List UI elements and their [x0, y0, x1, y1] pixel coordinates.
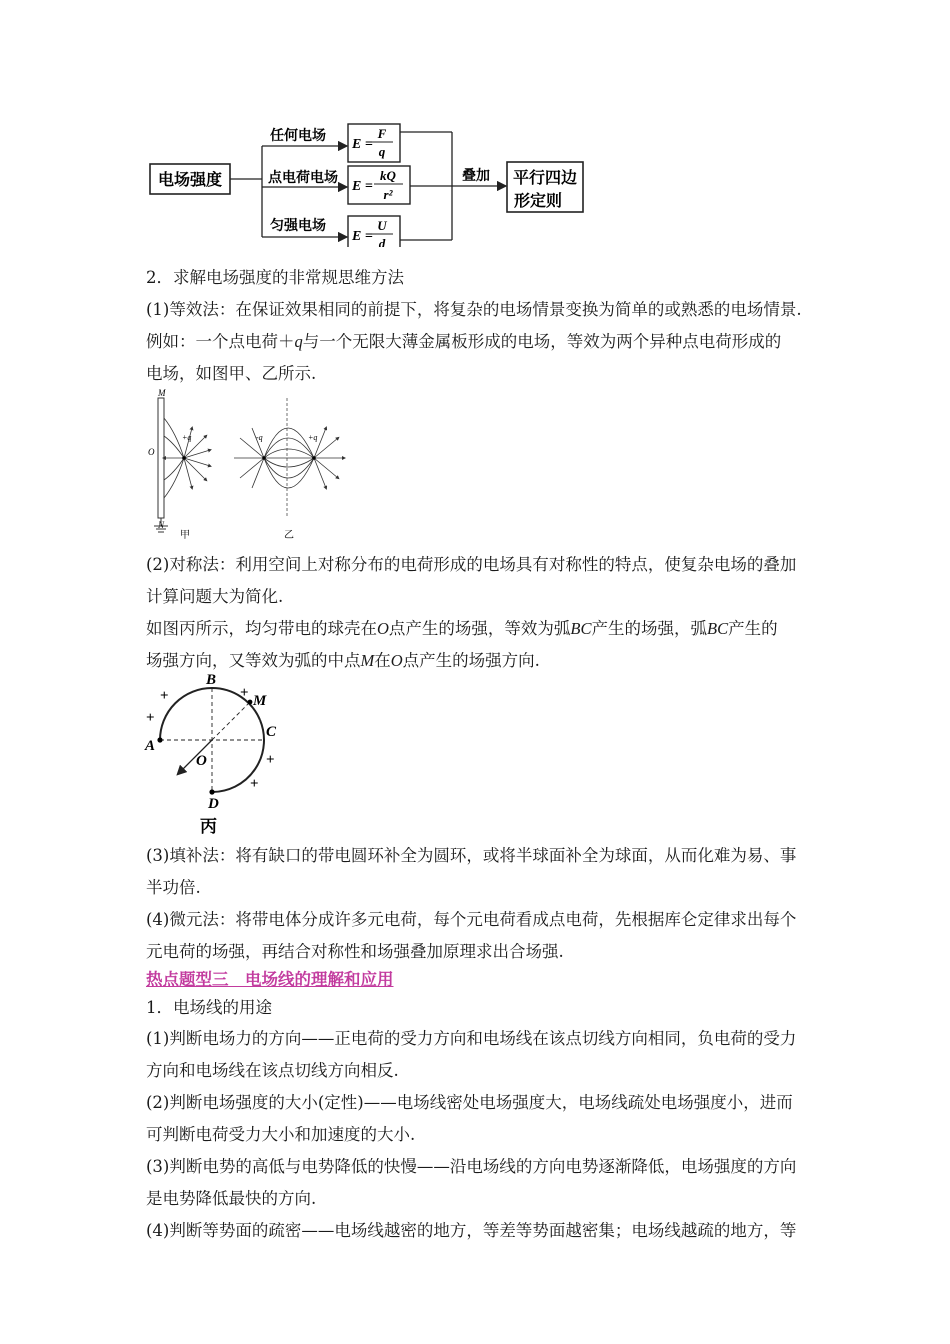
svg-text:q: q — [378, 144, 386, 159]
p2-line3: 如图丙所示，均匀带电的球壳在O点产生的场强，等效为弧BC产生的场强，弧BC产生的 — [146, 619, 778, 638]
svg-text:乙: 乙 — [284, 530, 294, 541]
svg-text:A: A — [145, 738, 156, 754]
svg-text:E =: E = — [352, 179, 373, 194]
svg-text:-q: -q — [256, 433, 263, 442]
svg-text:+q: +q — [308, 433, 318, 442]
q1-line1: (1)判断电场力的方向——正电荷的受力方向和电场线在该点切线方向相同，负电荷的受力 — [146, 1029, 797, 1048]
svg-text:+: + — [146, 710, 155, 726]
svg-text:F: F — [377, 126, 387, 141]
branch-label-any: 任何电场 — [270, 128, 326, 144]
section3-heading: 热点题型三 电场线的理解和应用 — [146, 970, 394, 989]
svg-text:D: D — [208, 796, 219, 812]
svg-text:O: O — [148, 447, 155, 457]
svg-text:+: + — [266, 752, 275, 768]
q1-line2: 方向和电场线在该点切线方向相反. — [146, 1061, 399, 1080]
q4-line1: (4)判断等势面的疏密——电场线越密的地方，等差等势面越密集；电场线越疏的地方，等 — [146, 1221, 797, 1240]
svg-text:E =: E = — [352, 137, 373, 152]
p1-line3: 电场，如图甲、乙所示. — [146, 364, 317, 383]
svg-text:N: N — [158, 520, 165, 530]
section3-sub: 1．电场线的用途 — [146, 998, 272, 1017]
svg-text:M: M — [253, 693, 267, 709]
field-strength-flowchart — [140, 112, 600, 247]
metal-plate — [158, 398, 164, 518]
p1-line1: (1)等效法：在保证效果相同的前提下，将复杂的电场情景变换为简单的或熟悉的电场情景. — [146, 300, 802, 319]
svg-text:平行四边: 平行四边 — [512, 168, 578, 187]
svg-text:丙: 丙 — [200, 817, 217, 836]
svg-text:U: U — [377, 218, 387, 233]
svg-text:d: d — [378, 236, 386, 247]
section2-heading: 2．求解电场强度的非常规思维方法 — [146, 268, 404, 287]
svg-text:形定则: 形定则 — [513, 191, 563, 210]
p3-line1: (3)填补法：将有缺口的带电圆环补全为圆环，或将半球面补全为球面，从而化难为易、事 — [146, 846, 797, 865]
q2-line1: (2)判断电场强度的大小(定性)——电场线密处电场强度大，电场线疏处电场强度小，进而 — [146, 1093, 793, 1112]
p3-line2: 半功倍. — [146, 878, 201, 897]
p2-line1: (2)对称法：利用空间上对称分布的电荷形成的电场具有对称性的特点，使复杂电场的叠加 — [146, 555, 797, 574]
svg-text:kQ: kQ — [380, 168, 396, 183]
svg-text:+q: +q — [182, 433, 192, 442]
branch-label-point: 点电荷电场 — [268, 170, 338, 186]
svg-text:+: + — [240, 685, 249, 701]
q2-line2: 可判断电荷受力大小和加速度的大小. — [146, 1125, 416, 1144]
svg-text:E =: E = — [352, 229, 373, 244]
svg-text:M: M — [158, 388, 166, 398]
p1-line2: 例如：一个点电荷＋q与一个无限大薄金属板形成的电场，等效为两个异种点电荷形成的 — [146, 332, 782, 351]
svg-text:甲: 甲 — [180, 530, 190, 541]
q3-line2: 是电势降低最快的方向. — [146, 1189, 317, 1208]
svg-text:B: B — [206, 672, 217, 688]
svg-text:O: O — [196, 753, 207, 769]
combine-label: 叠加 — [462, 168, 490, 184]
figure-bing — [140, 670, 300, 838]
svg-text:r²: r² — [383, 187, 393, 202]
q3-line1: (3)判断电势的高低与电势降低的快慢——沿电场线的方向电势逐渐降低，电场强度的方向 — [146, 1157, 797, 1176]
p2-line2: 计算问题大为简化. — [146, 587, 284, 606]
branch-label-uniform: 匀强电场 — [270, 218, 326, 234]
figure-jia-yi — [146, 388, 366, 542]
svg-text:C: C — [266, 724, 277, 740]
p4-line1: (4)微元法：将带电体分成许多元电荷，每个元电荷看成点电荷，先根据库仑定律求出每个 — [146, 910, 797, 929]
root-label: 电场强度 — [157, 170, 223, 189]
svg-text:+: + — [160, 688, 169, 704]
svg-text:+: + — [250, 776, 259, 792]
p2-line4: 场强方向，又等效为弧的中点M在O点产生的场强方向. — [146, 651, 540, 670]
p4-line2: 元电荷的场强，再结合对称性和场强叠加原理求出合场强. — [146, 942, 564, 961]
